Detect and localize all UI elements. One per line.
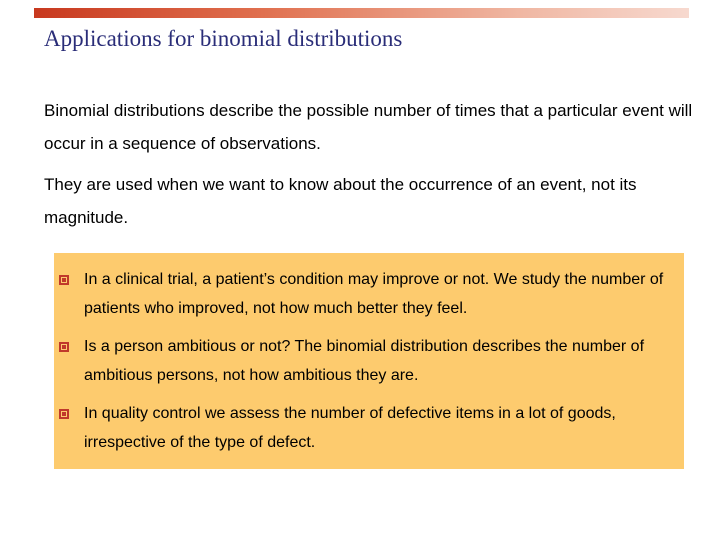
- slide-title: Applications for binomial distributions: [44, 26, 403, 51]
- square-bullet-icon: [59, 275, 69, 285]
- bullet-text: Is a person ambitious or not? The binomial distribution describes the number of ambitious persons, not how ambitious they are.: [84, 338, 645, 384]
- bullet-item-ambition: [84, 332, 676, 390]
- bullet-text: In quality control we assess the number of defective items in a lot of goods, irrespective of the type of defect.: [84, 405, 616, 451]
- square-bullet-icon: [59, 409, 69, 419]
- bullet-text: In a clinical trial, a patient’s condition may improve or not. We study the number of patients who improved, not how much better they feel.: [84, 271, 664, 317]
- intro-paragraph: Binomial distributions describe the possible number of times that a particular event will occur in a sequence of observations.: [44, 101, 693, 153]
- square-bullet-icon: [59, 342, 69, 352]
- usage-paragraph: They are used when we want to know about the occurrence of an event, not its magnitude.: [44, 175, 637, 227]
- examples-callout: [54, 253, 684, 469]
- title-accent-bar: [34, 8, 689, 18]
- bullet-item-quality-control: [84, 399, 676, 457]
- bullet-item-clinical-trial: [84, 265, 676, 323]
